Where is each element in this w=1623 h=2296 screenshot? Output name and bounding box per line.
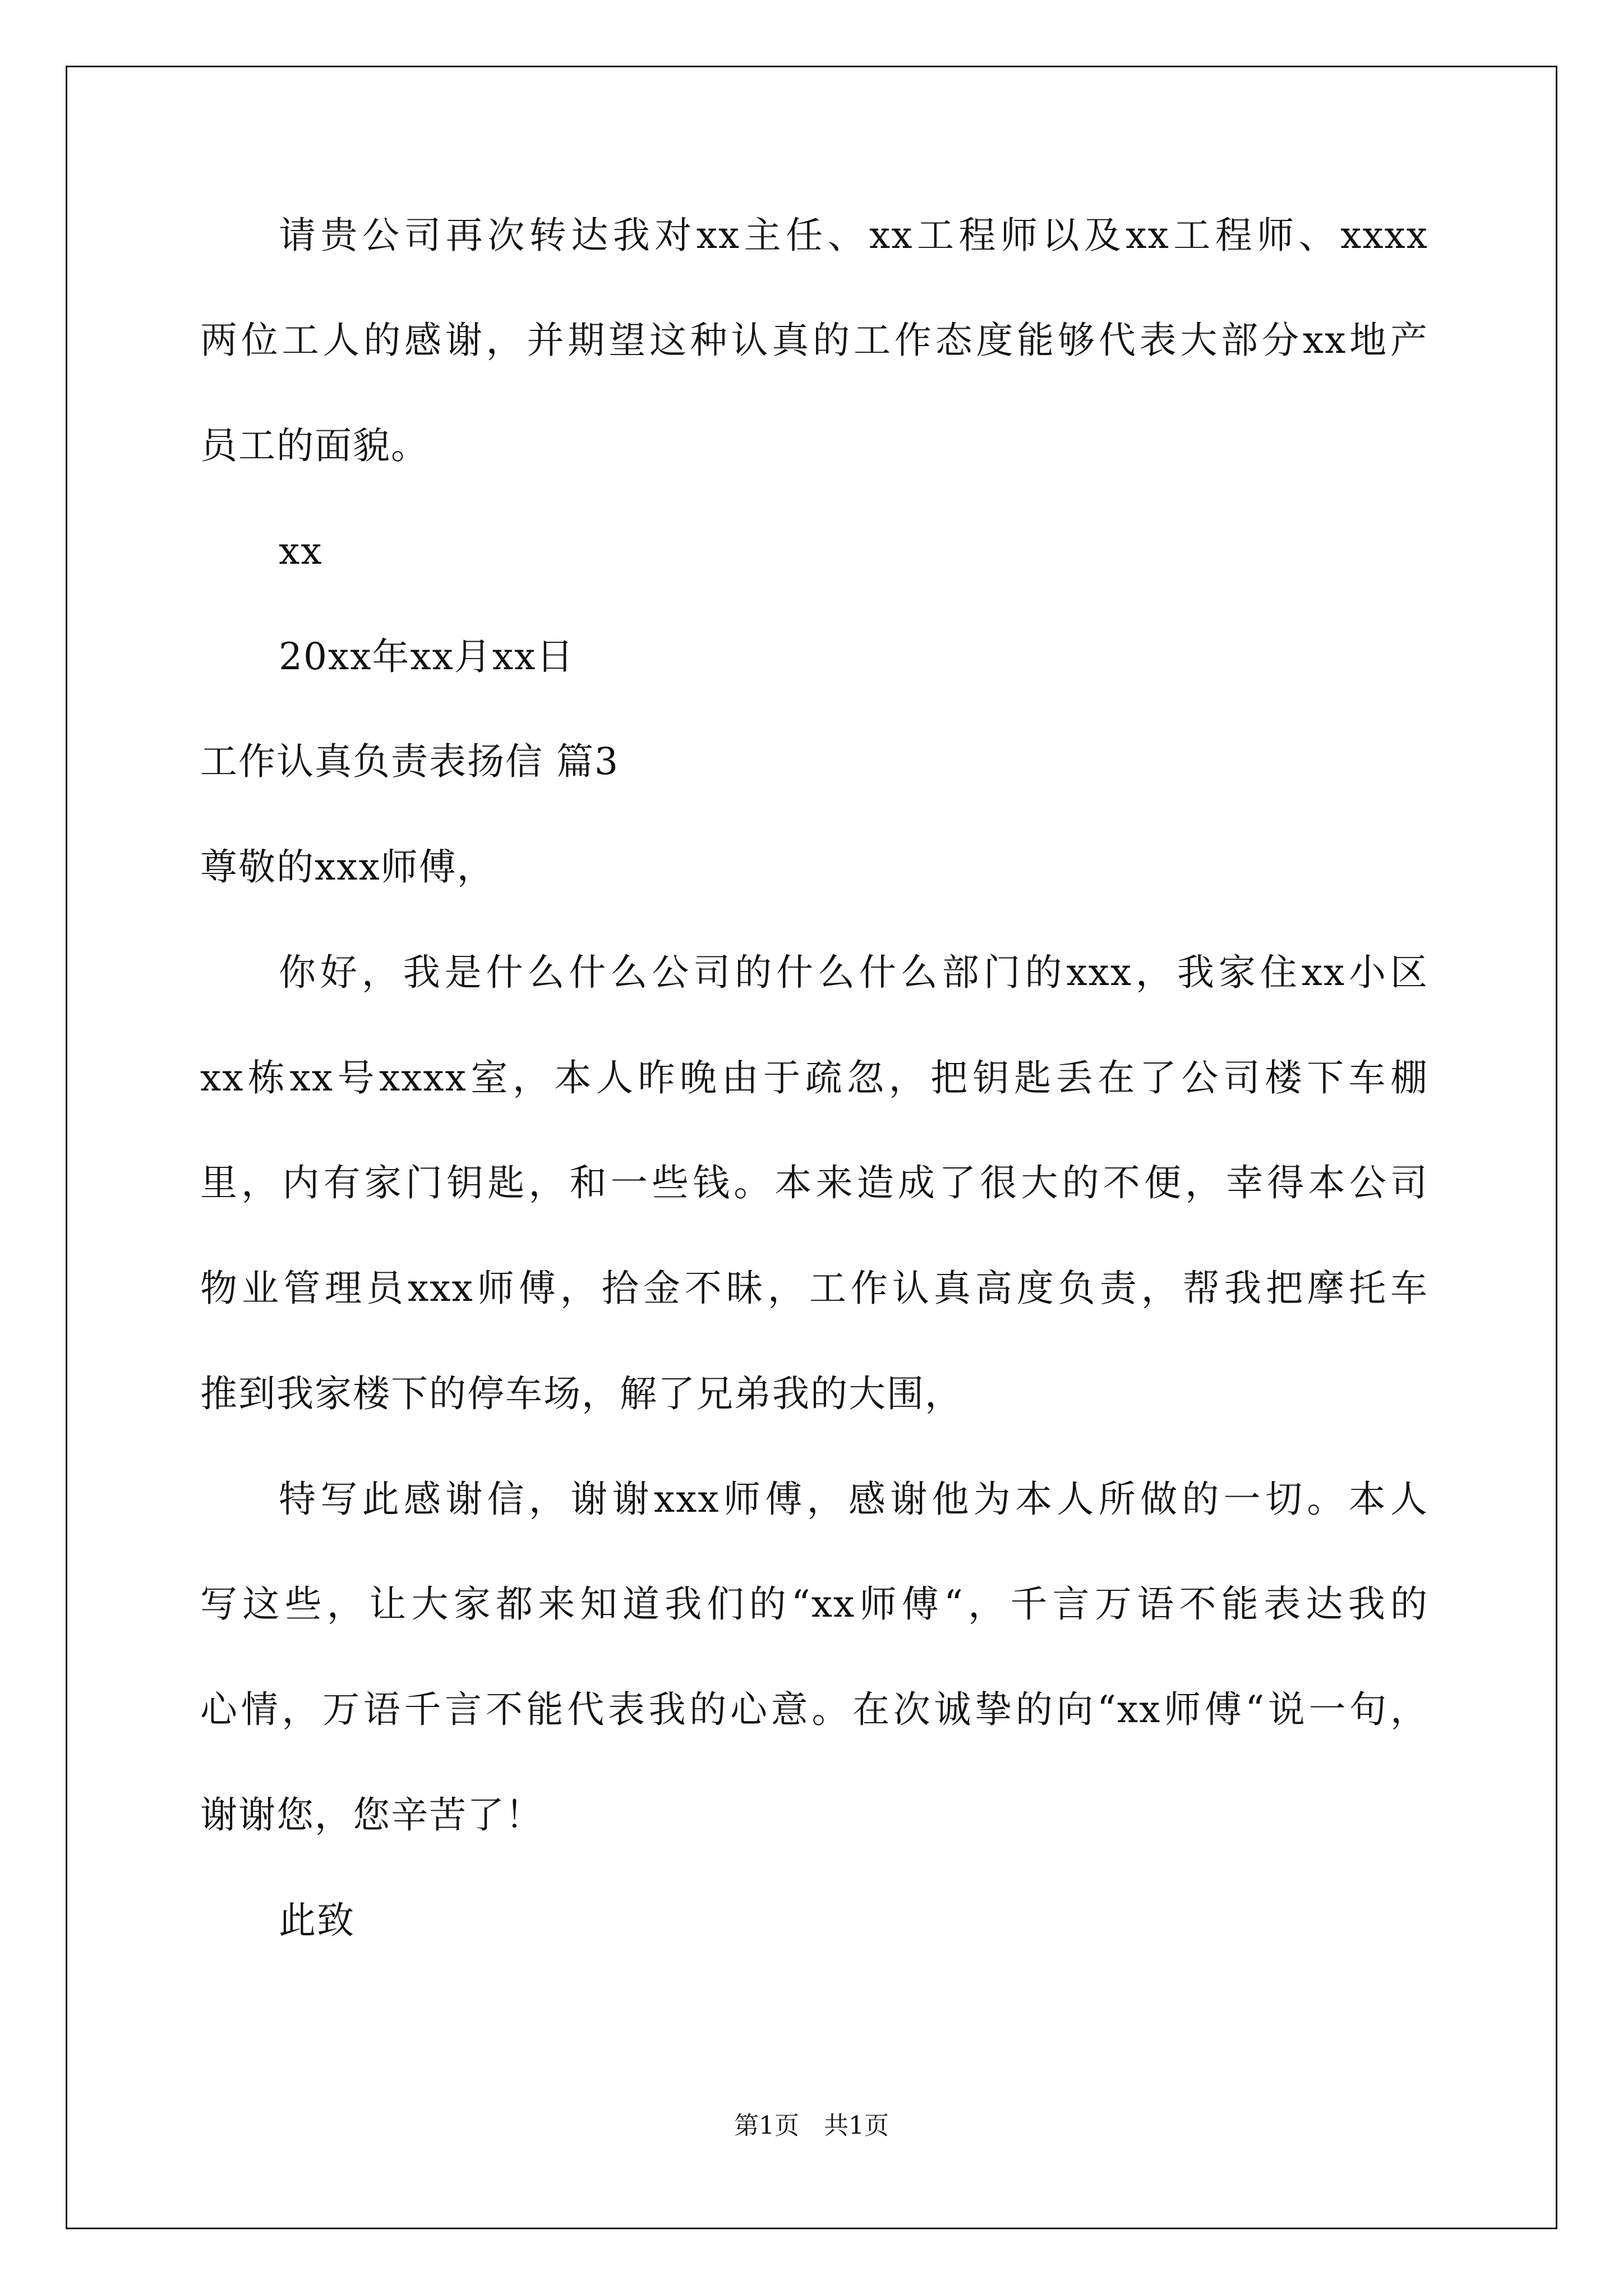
paragraph-line: 心情，万语千言不能代表我的心意。在次诚挚的向“xx师傅“说一句， [200, 1688, 1428, 1731]
page-number-footer: 第1页 共1页 [734, 2111, 889, 2140]
paragraph-line: 推到我家楼下的停车场，解了兄弟我的大围， [200, 1372, 963, 1415]
paragraph-line: 两位工人的感谢，并期望这种认真的工作态度能够代表大部分xx地产 [200, 319, 1428, 362]
paragraph-line: 物业管理员xxx师傅，拾金不昧，工作认真高度负责，帮我把摩托车 [200, 1267, 1428, 1310]
paragraph-line: 写这些，让大家都来知道我们的“xx师傅“，千言万语不能表达我的 [200, 1582, 1428, 1626]
paragraph-line: 请贵公司再次转达我对xx主任、xx工程师以及xx工程师、xxxx [279, 214, 1428, 257]
salutation: 尊敬的xxx师傅， [200, 845, 495, 889]
closing-line: 此致 [279, 1899, 355, 1942]
paragraph-line: 你好，我是什么什么公司的什么什么部门的xxx，我家住xx小区 [279, 951, 1428, 994]
signature-date: 20xx年xx月xx日 [279, 635, 575, 678]
paragraph-line: 里，内有家门钥匙，和一些钱。本来造成了很大的不便，幸得本公司 [200, 1161, 1428, 1204]
paragraph-line: 特写此感谢信，谢谢xxx师傅，感谢他为本人所做的一切。本人 [279, 1478, 1428, 1521]
paragraph-line: xx栋xx号xxxx室，本人昨晚由于疏忽，把钥匙丢在了公司楼下车棚 [200, 1056, 1428, 1099]
paragraph-line: 谢谢您，您辛苦了！ [200, 1793, 543, 1837]
paragraph-line: 员工的面貌。 [200, 424, 429, 467]
section-heading: 工作认真负责表扬信 篇3 [200, 740, 619, 783]
signature-name: xx [279, 530, 323, 573]
